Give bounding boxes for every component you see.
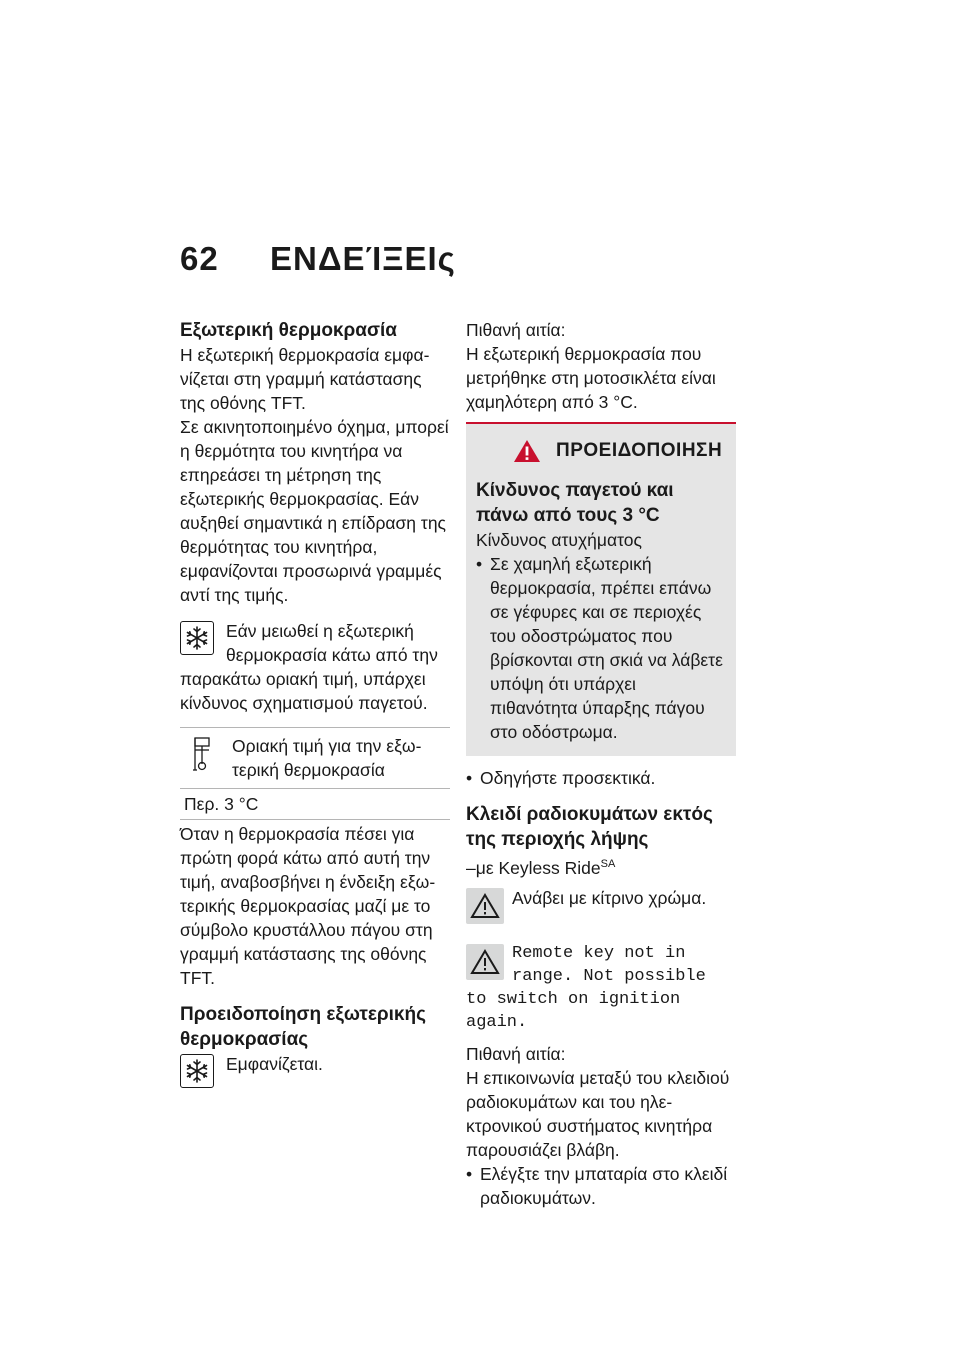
warning-triangle-icon — [512, 438, 542, 464]
frost-note-text: Εάν μειωθεί η εξωτερική θερμοκρασία κάτω από την — [226, 621, 438, 665]
warning-bullet: • Σε χαμηλή εξωτερική θερμοκρασία, πρέπει επάνω σε γέφυρες και σε περιοχές του οδοστρώματος που βρίσκονται στη σκιά να λάβετε υπόψη ότι υπάρχει πιθανότητα ύπαρξης πάγου στο οδόστρωμα. — [476, 552, 726, 744]
yellow-indicator-note — [466, 886, 736, 934]
drive-carefully-bullet: • Οδηγήστε προσεκτικά. — [466, 766, 736, 790]
paragraph: Σε ακινητοποιημένο όχημα, μπορεί η θερμότητα του κινητήρα να επηρεάσει τη μέτρηση της εξωτερικής θερμοκρασίας. Εάν αυξηθεί σημαντικά η επίδραση της θερμότητας του κινητήρα, εμφανίζονται προσωρινά γραμμές αντί της τιμής. — [180, 417, 449, 605]
cause-text: Η εξωτερική θερμοκρασία που μετρήθηκε στη μοτοσικλέτα είναι χαμηλότερη από 3 °C. — [466, 344, 716, 412]
paragraph: Όταν η θερμοκρασία πέσει για πρώτη φορά κάτω από αυτή την τιμή, αναβοσβήνει η ένδειξη εξωτερικής θερμοκρασίας μαζί με το σύμβολο κρυστάλλου πάγου στη γραμμή κατάστασης της οθόνης TFT. — [180, 824, 436, 988]
sa-superscript: SA — [600, 858, 616, 870]
cause-label: Πιθανή αιτία: — [466, 320, 566, 340]
limit-table-header-label: Οριακή τιμή για την εξωτερική θερμοκρασία — [232, 736, 422, 780]
page-header — [180, 240, 456, 278]
general-warning-icon — [466, 944, 504, 980]
section-title-temp-warning: Προειδοποίηση εξωτερικής θερμοκρασίας — [180, 1004, 426, 1050]
thermometer-icon — [192, 736, 214, 778]
frost-note — [180, 619, 450, 715]
keyless-ride-label: –με Keyless Ride — [466, 857, 601, 878]
warning-header — [476, 438, 726, 464]
display-message-line: range. Not possible — [512, 966, 706, 986]
limit-table-value: Περ. 3 °C — [184, 794, 259, 814]
cause-text: Η επικοινωνία μεταξύ του κλειδιού ραδιοκυμάτων και του ηλεκτρονικού συστήματος κινητήρα παρουσιάζει βλάβη. — [466, 1067, 730, 1160]
check-battery-bullet: • Ελέγξτε την μπαταρία στο κλειδί ραδιοκυμάτων. — [466, 1162, 736, 1210]
warning-risk: Κίνδυνος ατυχήματος — [476, 530, 642, 550]
keyless-ride-note — [466, 852, 736, 880]
limit-table-header — [180, 728, 450, 789]
section-title-key-out-of-range: Κλειδί ραδιοκυμάτων εκτός της περιοχής λήψης — [466, 804, 713, 850]
warning-box — [466, 424, 736, 756]
display-message — [466, 942, 736, 1034]
general-warning-icon — [466, 888, 504, 924]
temp-warning-text: Εμφανίζεται. — [226, 1054, 323, 1074]
page-number: 62 — [180, 240, 219, 277]
cause-label: Πιθανή αιτία: — [466, 1043, 566, 1064]
limit-value-table — [180, 727, 450, 820]
ice-crystal-icon — [180, 621, 214, 655]
right-column — [466, 318, 736, 1210]
yellow-indicator-text: Ανάβει με κίτρινο χρώμα. — [512, 887, 707, 908]
warning-title: ΠΡΟΕΙΔΟΠΟΙΗΣΗ — [556, 440, 723, 461]
left-column — [180, 318, 450, 1092]
display-message-line: to switch on ignition again. — [466, 989, 681, 1032]
frost-note-text-cont: παρακάτω οριακή τιμή, υπάρχει κίνδυνος σχηματισμού παγετού. — [180, 669, 428, 713]
section-title-outside-temp: Εξωτερική θερμοκρασία — [180, 320, 397, 341]
ice-crystal-icon — [180, 1054, 214, 1088]
display-message-line: Remote key not in — [512, 943, 686, 963]
warning-subtitle: Κίνδυνος παγετού και πάνω από τους 3 °C — [476, 480, 674, 526]
chapter-title: ΕΝΔΕΊΞΕΙς — [270, 240, 456, 277]
temp-warning-note — [180, 1052, 450, 1092]
paragraph: Η εξωτερική θερμοκρασία εμφανίζεται στη γραμμή κατάστασης της οθόνης TFT. — [180, 345, 430, 413]
